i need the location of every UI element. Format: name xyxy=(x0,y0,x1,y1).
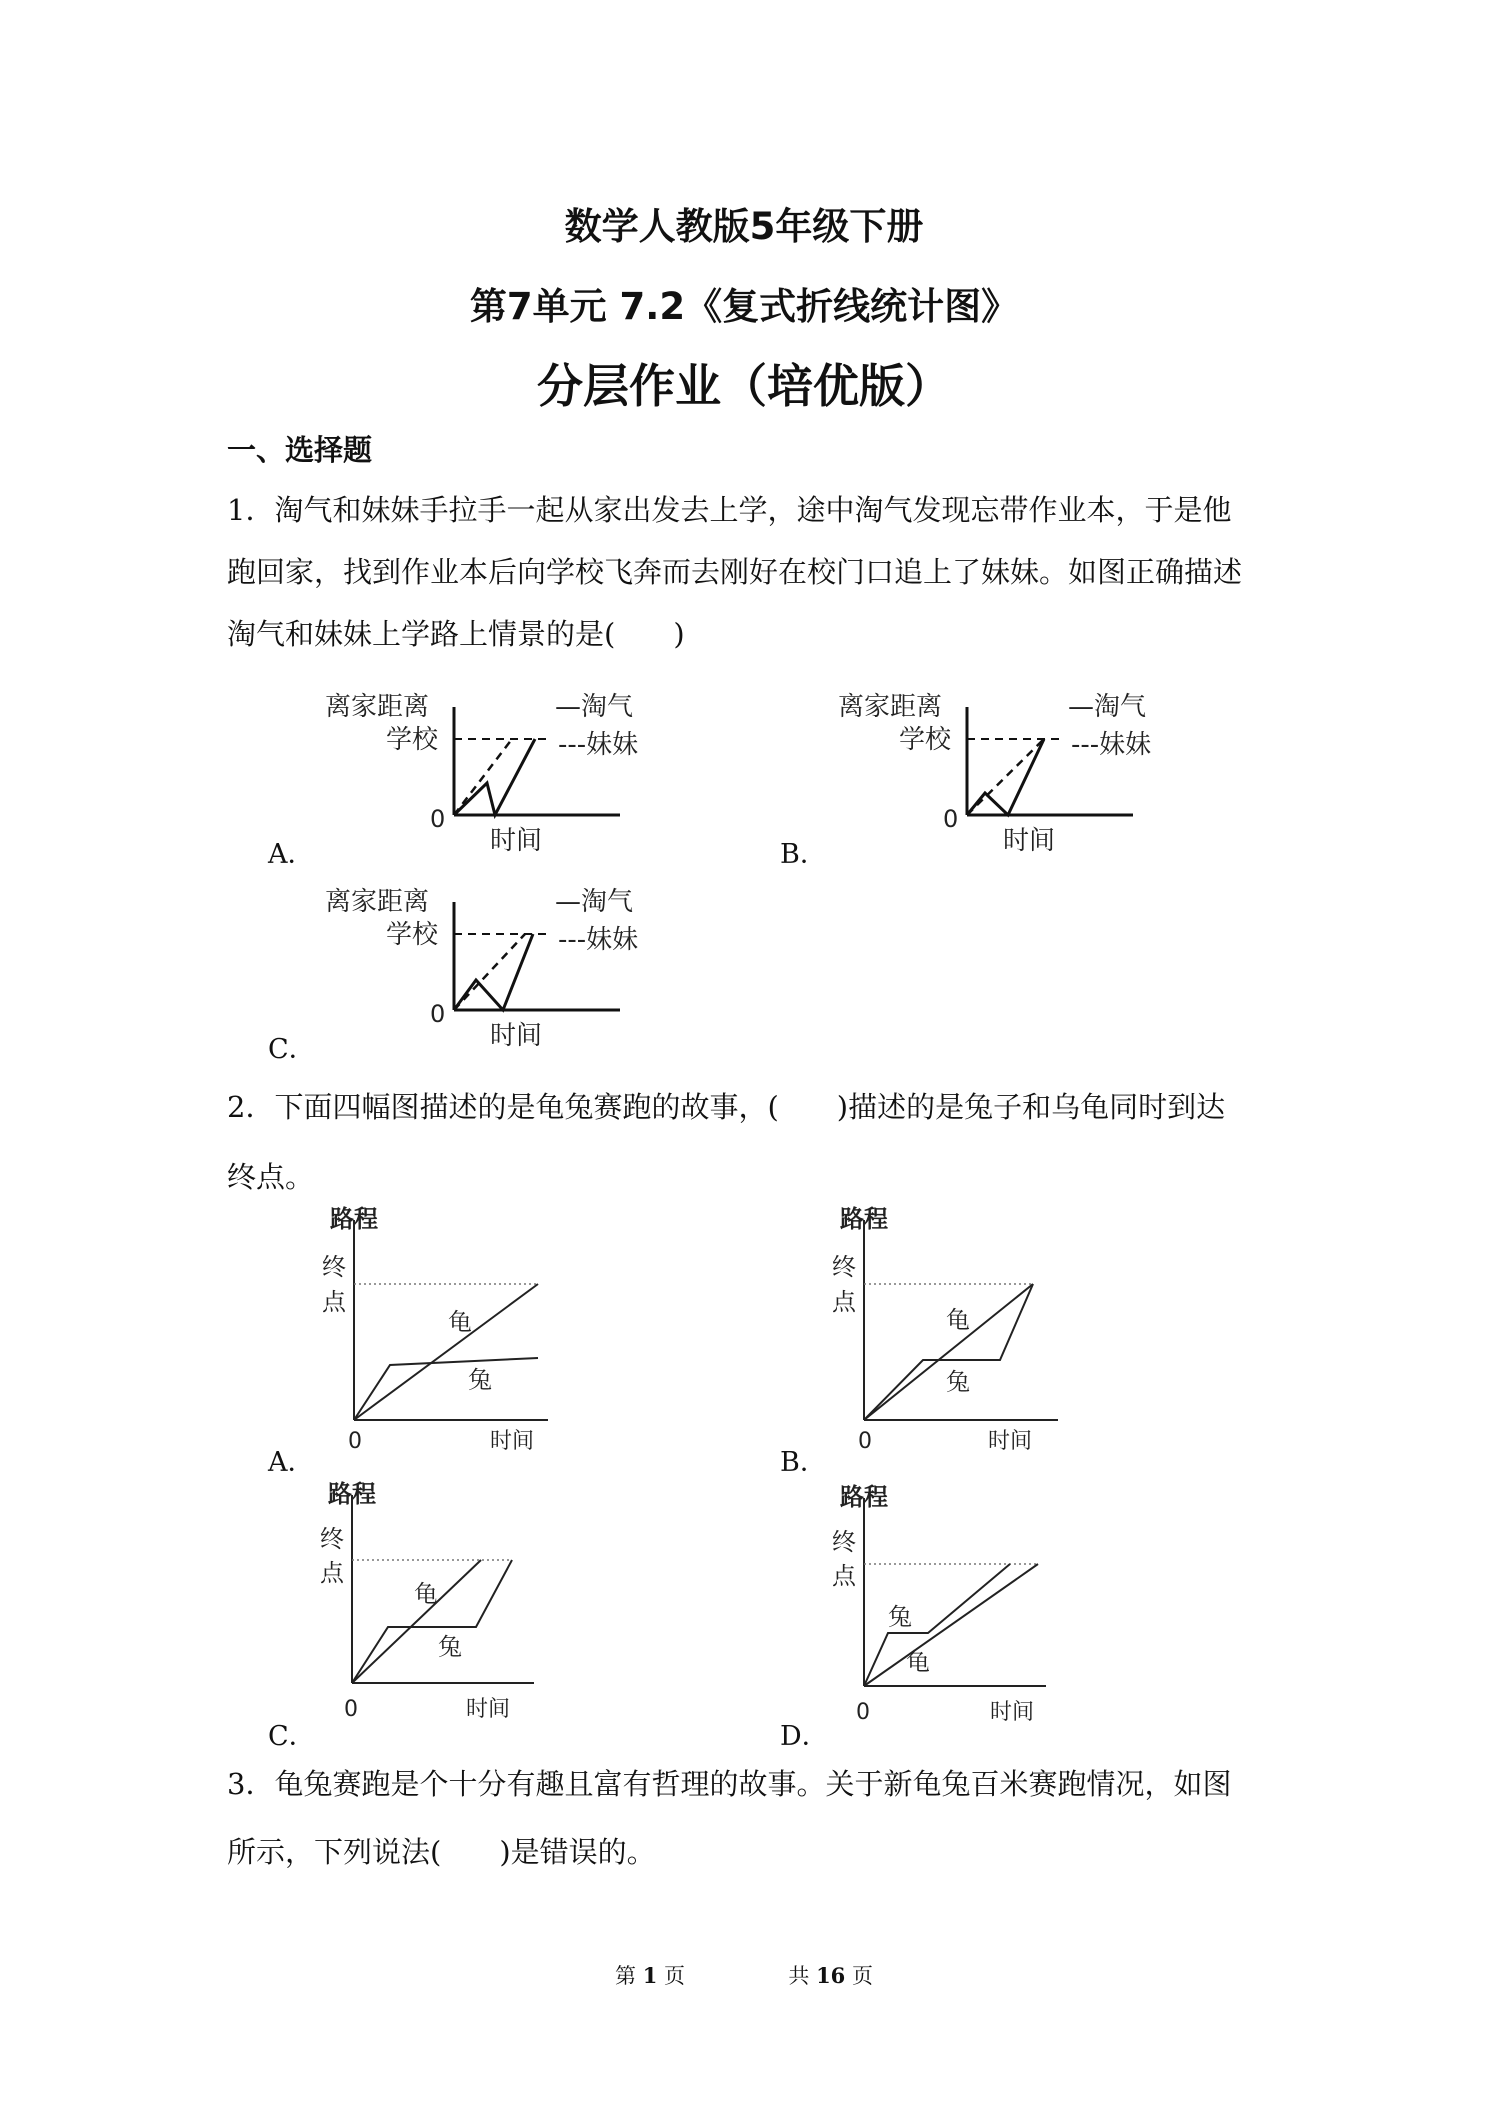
graph-ytick-top: 终 xyxy=(322,1253,346,1281)
page-footer xyxy=(0,1960,1488,1990)
q2-option-a: A． xyxy=(268,1447,315,1478)
q3-line-1: 3．龟兔赛跑是个十分有趣且富有哲理的故事。关于新龟兔百米赛跑情况，如图 xyxy=(227,1767,1232,1801)
rabbit-label: 兔 xyxy=(438,1633,462,1661)
graph-ylabel: 离家距离 xyxy=(325,692,430,722)
graph-ylabel: 路程 xyxy=(840,1483,888,1511)
section-heading: 一、选择题 xyxy=(227,433,373,467)
q1-line-3: 淘气和妹妹上学路上情景的是( ) xyxy=(227,617,685,651)
graph-xlabel: 时间 xyxy=(990,1700,1035,1725)
q1-option-b: B． xyxy=(780,839,827,870)
q2-option-b: B． xyxy=(780,1447,827,1478)
q1-graph-c xyxy=(320,880,680,1050)
graph-ytick: 学校 xyxy=(386,725,439,755)
footer-page-unit: 页 xyxy=(664,1964,685,1988)
graph-legend-solid: —淘气 xyxy=(555,692,634,722)
graph-ytick-top: 终 xyxy=(832,1253,856,1281)
turtle-label: 龟 xyxy=(946,1306,970,1334)
q2-option-d: D． xyxy=(780,1721,829,1752)
turtle-label: 龟 xyxy=(448,1308,472,1336)
graph-origin: 0 xyxy=(858,1429,872,1454)
footer-total-pages: 16 xyxy=(816,1963,846,1988)
sister-line xyxy=(967,739,1044,815)
graph-origin: 0 xyxy=(943,805,959,833)
graph-ytick-bottom: 点 xyxy=(832,1562,856,1590)
graph-ylabel: 离家距离 xyxy=(325,887,430,917)
q2-option-c: C． xyxy=(268,1721,316,1752)
taoqi-line xyxy=(454,739,535,815)
graph-legend-dashed: ---妹妹 xyxy=(558,730,639,760)
q2-graph-b xyxy=(828,1200,1078,1460)
q1-option-c: C． xyxy=(268,1034,316,1065)
graph-xlabel: 时间 xyxy=(490,1429,535,1454)
turtle-label: 龟 xyxy=(906,1648,930,1676)
graph-legend-solid: —淘气 xyxy=(555,887,634,917)
q1-line-2: 跑回家，找到作业本后向学校飞奔而去刚好在校门口追上了妹妹。如图正确描述 xyxy=(227,555,1243,589)
graph-ytick-bottom: 点 xyxy=(320,1559,344,1587)
graph-origin: 0 xyxy=(344,1697,358,1722)
turtle-line xyxy=(864,1284,1033,1420)
graph-origin: 0 xyxy=(430,1000,446,1028)
q2-graph-a xyxy=(318,1200,568,1460)
turtle-label: 龟 xyxy=(414,1580,438,1608)
graph-legend-solid: —淘气 xyxy=(1068,692,1147,722)
graph-ylabel: 路程 xyxy=(330,1205,378,1233)
footer-page-number: 1 xyxy=(642,1963,658,1988)
q1-graph-b xyxy=(833,685,1193,855)
q2-line-2: 终点。 xyxy=(227,1160,315,1194)
graph-ytick-top: 终 xyxy=(320,1525,344,1553)
graph-origin: 0 xyxy=(430,805,446,833)
graph-origin: 0 xyxy=(856,1700,870,1725)
q1-graph-a xyxy=(320,685,680,855)
q2-graph-d xyxy=(828,1478,1078,1738)
sister-line xyxy=(454,934,525,1010)
graph-ylabel: 路程 xyxy=(840,1205,888,1233)
graph-legend-dashed: ---妹妹 xyxy=(558,925,639,955)
worksheet-title: 分层作业（培优版） xyxy=(537,359,951,413)
footer-total-unit: 页 xyxy=(851,1964,873,1988)
q3-line-2: 所示，下列说法( )是错误的。 xyxy=(227,1835,656,1869)
graph-ytick-bottom: 点 xyxy=(322,1288,346,1316)
graph-ytick-bottom: 点 xyxy=(832,1288,856,1316)
graph-legend-dashed: ---妹妹 xyxy=(1071,730,1152,760)
graph-ytick: 学校 xyxy=(386,920,439,950)
sister-line xyxy=(454,739,512,815)
unit-title: 第7单元 7.2《复式折线统计图》 xyxy=(469,285,1019,328)
graph-ylabel: 路程 xyxy=(328,1480,376,1508)
q2-line-1: 2．下面四幅图描述的是龟兔赛跑的故事，( )描述的是兔子和乌龟同时到达 xyxy=(227,1090,1226,1124)
graph-xlabel: 时间 xyxy=(490,826,543,856)
footer-total-prefix: 共 xyxy=(788,1964,810,1988)
q1-line-1: 1．淘气和妹妹手拉手一起从家出发去上学，途中淘气发现忘带作业本，于是他 xyxy=(227,493,1232,527)
q2-graph-c xyxy=(316,1475,566,1735)
rabbit-line xyxy=(864,1564,1010,1686)
rabbit-line xyxy=(354,1358,538,1420)
graph-ytick: 学校 xyxy=(899,725,952,755)
rabbit-label: 兔 xyxy=(888,1603,912,1631)
document-title: 数学人教版5年级下册 xyxy=(564,205,924,248)
turtle-line xyxy=(352,1560,481,1683)
graph-ylabel: 离家距离 xyxy=(838,692,943,722)
rabbit-label: 兔 xyxy=(468,1366,492,1394)
graph-xlabel: 时间 xyxy=(988,1429,1033,1454)
graph-ytick-top: 终 xyxy=(832,1528,856,1556)
graph-xlabel: 时间 xyxy=(466,1697,511,1722)
rabbit-line xyxy=(352,1560,512,1683)
footer-page-prefix: 第 xyxy=(615,1964,636,1988)
turtle-line xyxy=(354,1284,538,1420)
graph-xlabel: 时间 xyxy=(1003,826,1056,856)
graph-xlabel: 时间 xyxy=(490,1021,543,1051)
rabbit-label: 兔 xyxy=(946,1368,970,1396)
q1-option-a: A． xyxy=(268,839,315,870)
graph-origin: 0 xyxy=(348,1429,362,1454)
